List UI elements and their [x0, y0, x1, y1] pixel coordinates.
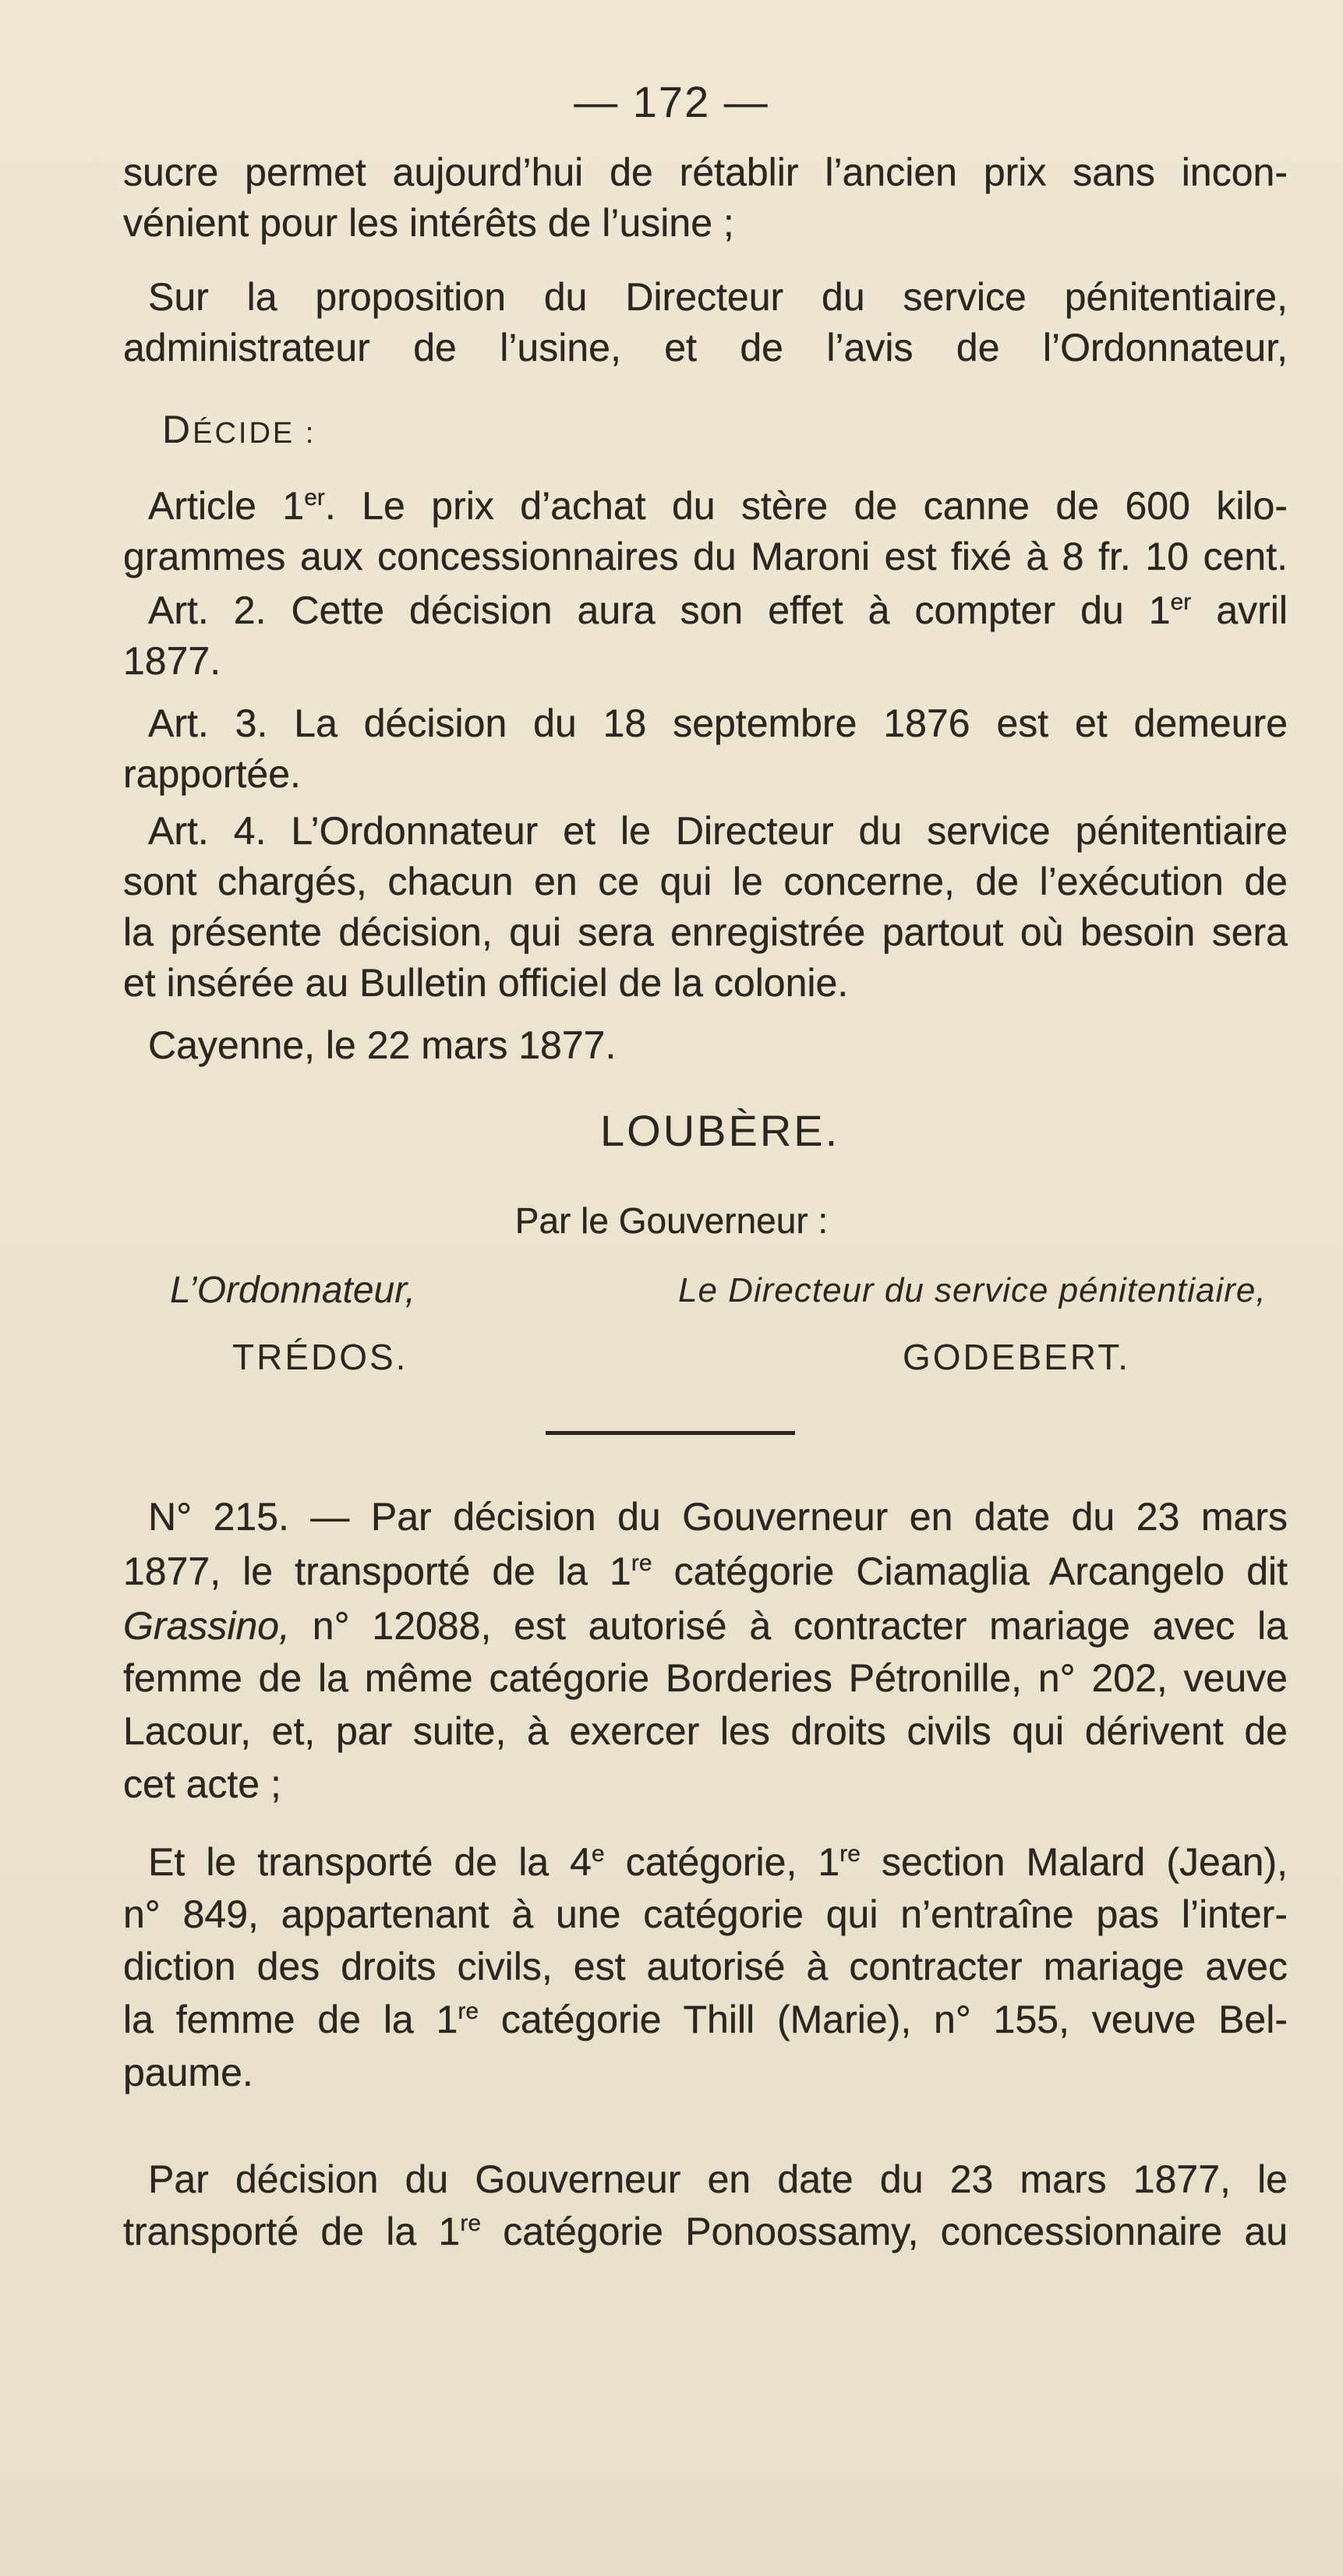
superscript: re [839, 1841, 861, 1867]
by-governor-line: Par le Gouverneur : [514, 1200, 829, 1241]
text-line: la présente décision, qui sera enregistrée partout où besoin sera [123, 910, 1288, 954]
article-4-line: Art. 4. L’Ordonnateur et le Directeur du service pénitentiaire [148, 809, 1288, 853]
text-line: et insérée au Bulletin officiel de la colonie. [123, 961, 849, 1005]
text-line [123, 1995, 1288, 2044]
article-3-line: Art. 3. La décision du 18 septembre 1876 est et demeure [148, 701, 1288, 745]
text-line: Sur la proposition du Directeur du service pénitentiaire, [148, 275, 1288, 319]
text-span: Art. 2. Cette décision aura son effet à compter du 1 [148, 588, 1171, 632]
superscript: e [592, 1841, 605, 1867]
text-span: Article 1 [148, 484, 305, 528]
article-2-line [148, 586, 1288, 634]
decide-initial: D [162, 408, 193, 451]
text-line: sucre permet aujourd’hui de rétablir l’ancien prix sans incon- [123, 150, 1288, 194]
text-line: Par décision du Gouverneur en date du 23 mars 1877, le [148, 2157, 1288, 2201]
article-1-line [148, 482, 1288, 530]
superscript: er [304, 485, 325, 511]
superscript: er [1170, 589, 1192, 615]
section-divider [546, 1431, 795, 1435]
text-line: vénient pour les intérêts de l’usine ; [123, 201, 734, 245]
signatory-godebert: GODEBERT. [903, 1337, 1130, 1377]
text-line: rapportée. [123, 752, 301, 796]
text-line: cet acte ; [123, 1762, 281, 1806]
text-span: catégorie Thill (Marie), n° 155, veuve Bel- [479, 1998, 1288, 2041]
text-line: diction des droits civils, est autorisé à contracter mariage avec [123, 1945, 1288, 1988]
text-span: avril [1191, 588, 1288, 632]
text-line: grammes aux concessionnaires du Maroni est fixé à 8 fr. 10 cent. [123, 535, 1288, 578]
signatory-tredos: TRÉDOS. [232, 1337, 408, 1377]
text-line [123, 2207, 1288, 2256]
text-span: la femme de la 1 [123, 1998, 458, 2041]
superscript: re [631, 1550, 652, 1576]
text-span: catégorie, 1 [604, 1840, 840, 1884]
superscript: re [458, 1998, 479, 2024]
text-line [123, 1547, 1288, 1595]
text-line: paume. [123, 2051, 253, 2094]
text-line [148, 1838, 1288, 1886]
page-number: — 172 — [574, 77, 769, 126]
superscript: re [460, 2210, 482, 2236]
text-line: administrateur de l’usine, et de l’avis de l’Ordonnateur, [123, 326, 1288, 369]
text-span: catégorie Ponoossamy, concessionnaire au [481, 2210, 1288, 2253]
italic-name: Grassino, [123, 1604, 290, 1648]
text-span: 1877, le transporté de la 1 [123, 1549, 631, 1593]
decide-heading [162, 405, 316, 458]
text-line [123, 1602, 1288, 1650]
text-span: n° 12088, est autorisé à contracter mariage avec la [289, 1604, 1288, 1648]
text-line: n° 849, appartenant à une catégorie qui n’entraîne pas l’inter- [123, 1892, 1288, 1936]
ordonnateur-title: L’Ordonnateur, [170, 1270, 415, 1311]
decision-215-line: N° 215. — Par décision du Gouverneur en date du 23 mars [148, 1495, 1288, 1539]
date-line: Cayenne, le 22 mars 1877. [148, 1023, 617, 1067]
text-span: catégorie Ciamaglia Arcangelo dit [652, 1549, 1288, 1593]
directeur-title: Le Directeur du service pénitentiaire, [678, 1271, 1267, 1309]
text-line: 1877. [123, 639, 221, 683]
text-line: femme de la même catégorie Borderies Pétronille, n° 202, veuve [123, 1656, 1288, 1700]
decide-rest: ÉCIDE : [193, 417, 316, 450]
text-line: sont chargés, chacun en ce qui le concerne, de l’exécution de [123, 860, 1288, 903]
text-span: transporté de la 1 [123, 2210, 461, 2253]
text-span: Et le transporté de la 4 [148, 1840, 592, 1884]
text-line: Lacour, et, par suite, à exercer les droits civils qui dérivent de [123, 1709, 1288, 1753]
text-span: section Malard (Jean), [860, 1840, 1288, 1884]
text-span: . Le prix d’achat du stère de canne de 600 kilo- [324, 484, 1288, 528]
signatory-governor: LOUBÈRE. [600, 1106, 840, 1155]
